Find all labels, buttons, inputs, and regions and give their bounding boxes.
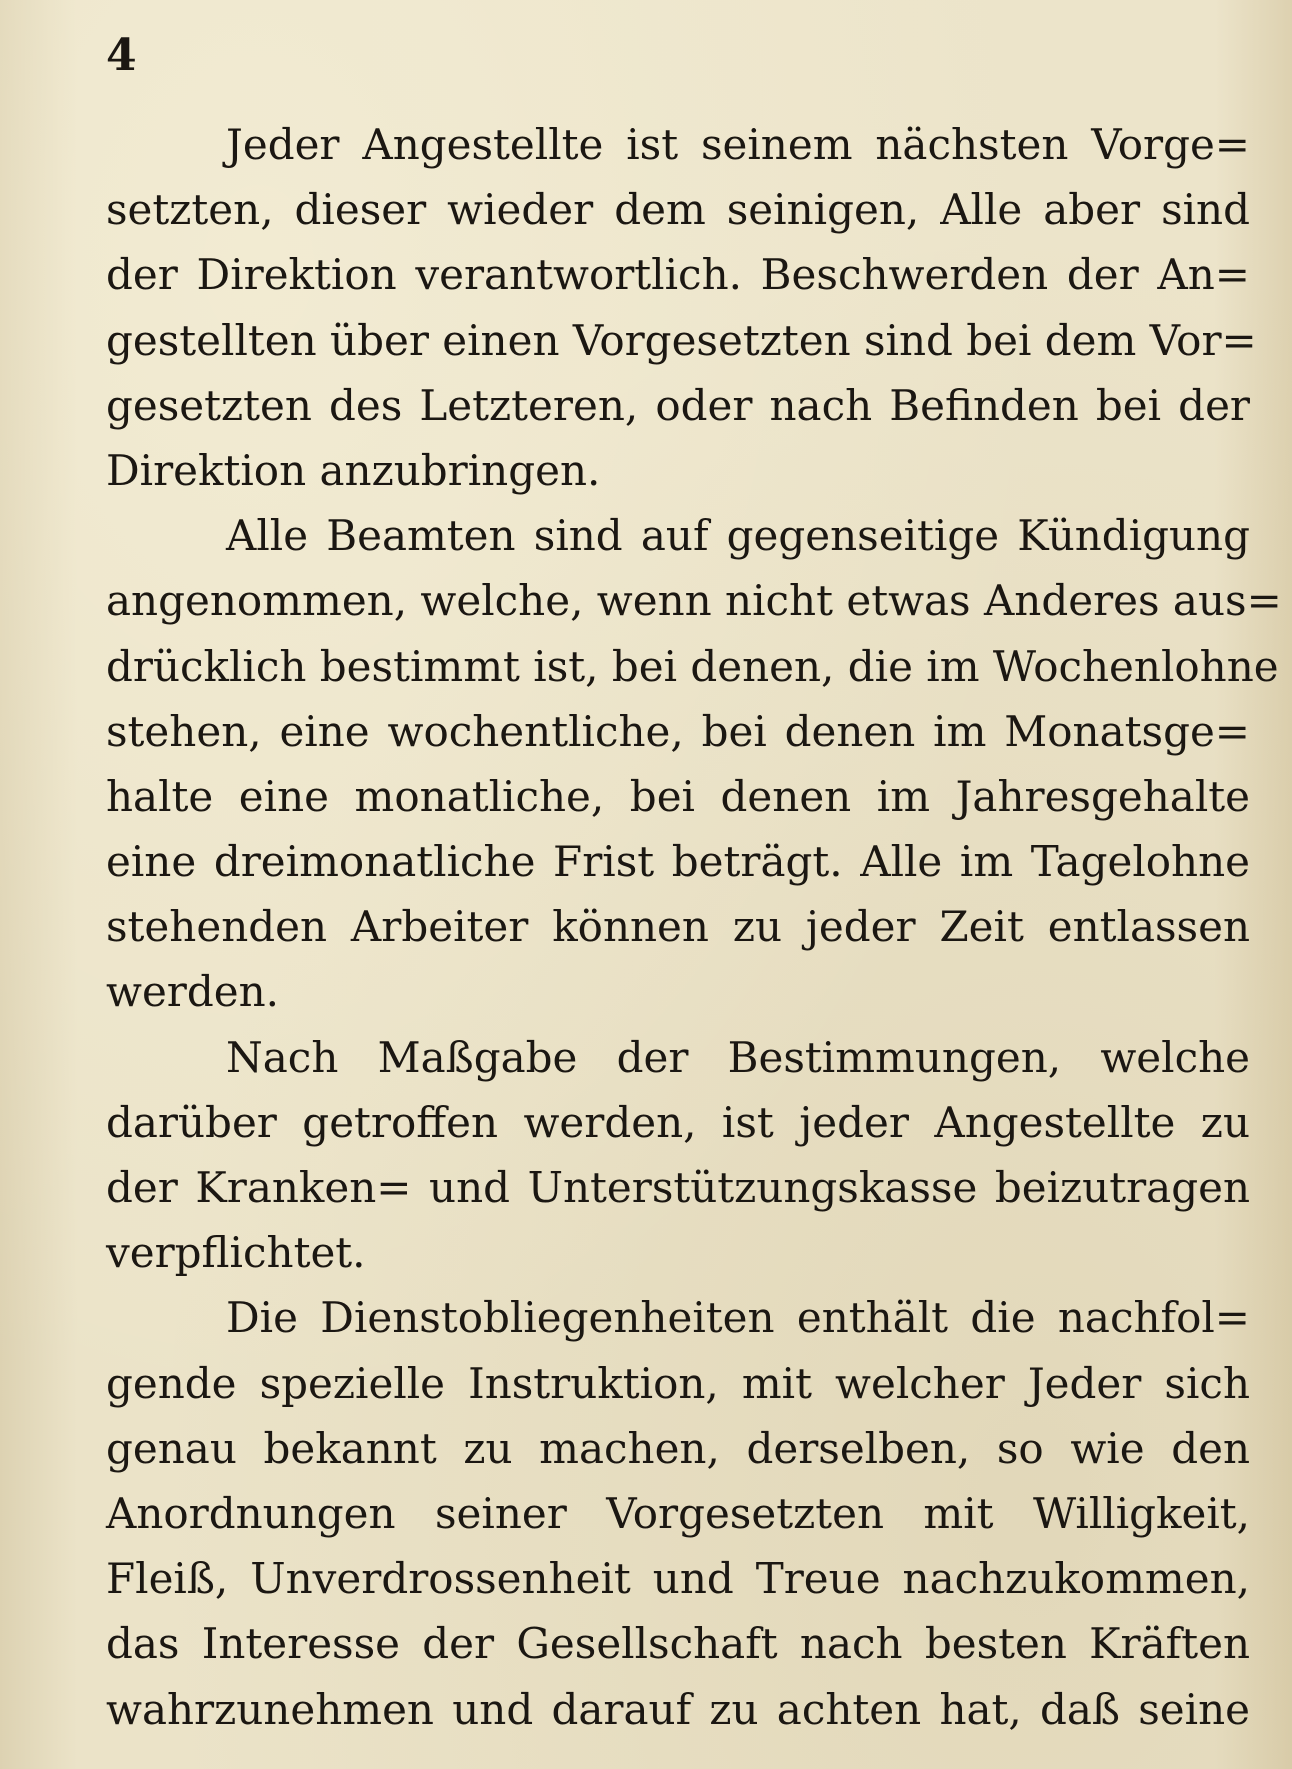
text-line: angenommen, welche, wenn nicht etwas Anderes aus= xyxy=(106,576,1282,626)
text-line: darüber getroffen werden, ist jeder Angestellte zu xyxy=(106,1097,1250,1147)
text-line: der Direktion verantwortlich. Beschwerden der An= xyxy=(106,250,1250,300)
text-line: das Interesse der Gesellschaft nach besten Kräften xyxy=(106,1619,1250,1669)
text-line: Alle Beamten sind auf gegenseitige Kündigung xyxy=(226,511,1250,561)
text-line: Fleiß, Unverdrossenheit und Treue nachzukommen, xyxy=(106,1554,1250,1604)
text-line: drücklich bestimmt ist, bei denen, die im Wochenlohne xyxy=(106,641,1279,691)
text-line: eine dreimonatliche Frist beträgt. Alle im Tagelohne xyxy=(106,837,1250,887)
paragraph-2 xyxy=(106,503,1282,1025)
text-line: gesetzten des Letzteren, oder nach Befinden bei der xyxy=(106,380,1250,430)
text-line: stehenden Arbeiter können zu jeder Zeit entlassen xyxy=(106,902,1250,952)
body-text xyxy=(106,112,1282,1742)
page-number: 4 xyxy=(106,30,137,81)
text-line: der Kranken= und Unterstützungskasse beizutragen xyxy=(106,1163,1250,1212)
text-line: gende spezielle Instruktion, mit welcher Jeder sich xyxy=(106,1358,1250,1408)
text-line: stehen, eine wochentliche, bei denen im Monatsge= xyxy=(106,706,1250,756)
text-line: verpflichtet. xyxy=(106,1228,366,1278)
text-line: gestellten über einen Vorgesetzten sind bei dem Vor= xyxy=(106,315,1257,365)
paragraph-1 xyxy=(106,112,1257,503)
text-line: wahrzunehmen und darauf zu achten hat, daß seine xyxy=(106,1684,1250,1734)
text-line: setzten, dieser wieder dem seinigen, Alle aber sind xyxy=(106,185,1250,235)
paragraph-4 xyxy=(106,1285,1250,1741)
text-line: Jeder Angestellte ist seinem nächsten Vorge= xyxy=(226,120,1250,169)
text-line: Anordnungen seiner Vorgesetzten mit Willigkeit, xyxy=(106,1488,1250,1538)
text-line: Die Dienstobliegenheiten enthält die nachfol= xyxy=(226,1293,1250,1343)
text-line: Nach Maßgabe der Bestimmungen, welche xyxy=(226,1032,1250,1082)
text-line: genau bekannt zu machen, derselben, so wie den xyxy=(106,1423,1250,1473)
text-line: halte eine monatliche, bei denen im Jahresgehalte xyxy=(106,771,1250,821)
paragraph-3 xyxy=(106,1025,1250,1286)
text-line: werden. xyxy=(106,967,280,1017)
text-line: Direktion anzubringen. xyxy=(106,445,601,495)
